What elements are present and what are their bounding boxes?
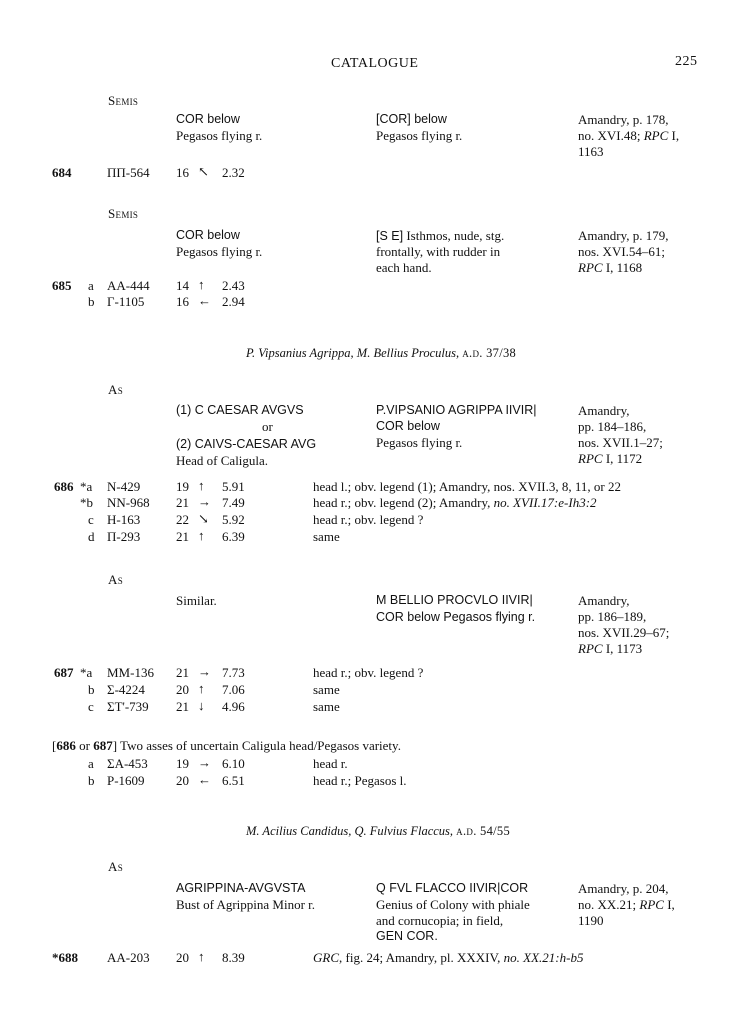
sub-letter: a xyxy=(88,278,94,293)
catalogue-number: 687 xyxy=(54,665,74,680)
reference-line: Amandry, xyxy=(578,403,630,418)
die-axis-arrow: → xyxy=(198,664,211,679)
coin-weight: 7.06 xyxy=(222,682,245,697)
die-axis-arrow: ↑ xyxy=(198,478,205,493)
reference-line: Amandry, p. 179, xyxy=(578,228,669,243)
reference-line: Amandry, xyxy=(578,593,630,608)
obverse-legend: AGRIPPINA-AVGVSTA xyxy=(176,881,306,895)
denomination-label: As xyxy=(108,572,123,587)
sub-letter: d xyxy=(88,529,95,544)
coin-weight: 2.94 xyxy=(222,294,245,309)
reverse-line: Genius of Colony with phiale xyxy=(376,897,530,912)
inventory-number: Σ-4224 xyxy=(107,682,145,697)
inventory-number: Γ-1105 xyxy=(107,294,145,309)
die-axis-arrow: ← xyxy=(198,293,211,308)
reference-line: 1190 xyxy=(578,913,604,928)
coin-size: 16 xyxy=(176,165,189,180)
inventory-number: N-429 xyxy=(107,479,141,494)
reverse-legend: [COR] below xyxy=(376,112,447,126)
running-head: CATALOGUE xyxy=(331,56,419,71)
reference-line: nos. XVII.29–67; xyxy=(578,625,670,640)
catalogue-number: 685 xyxy=(52,278,72,293)
die-axis-arrow: ↑ xyxy=(198,949,205,964)
catalogue-number: 686 xyxy=(54,479,74,494)
reference-line: RPC I, 1173 xyxy=(578,641,643,656)
coin-weight: 7.49 xyxy=(222,495,245,510)
reference-line: 1163 xyxy=(578,144,604,159)
obverse-legend: COR below xyxy=(176,228,240,242)
reference-line: RPC I, 1172 xyxy=(578,451,643,466)
sub-letter: a xyxy=(88,756,94,771)
reverse-line: each hand. xyxy=(376,260,432,275)
coin-weight: 6.51 xyxy=(222,773,245,788)
specimen-note: same xyxy=(313,682,340,697)
reference-line: Amandry, p. 178, xyxy=(578,112,669,127)
inventory-number: H-163 xyxy=(107,512,141,527)
obverse-legend: COR below xyxy=(176,112,240,126)
obverse-description: Bust of Agrippina Minor r. xyxy=(176,897,316,912)
coin-size: 21 xyxy=(176,495,189,510)
die-axis-arrow: ↑ xyxy=(198,528,205,543)
coin-weight: 5.91 xyxy=(222,479,245,494)
magistrates-heading: P. Vipsanius Agrippa, M. Bellius Proculus, a.d. 37/38 xyxy=(246,346,517,360)
obverse-description: Similar. xyxy=(176,593,217,608)
reverse-line: [S E] Isthmos, nude, stg. xyxy=(376,228,505,243)
reverse-description: Pegasos flying r. xyxy=(376,128,463,143)
reverse-description: COR below Pegasos flying r. xyxy=(376,610,536,624)
specimen-note: head r. xyxy=(313,756,348,771)
specimen-note: head r.; obv. legend (2); Amandry, no. XVII.17:e-Ih3:2 xyxy=(313,495,597,510)
inventory-number: ΣA-453 xyxy=(107,756,148,771)
reference-line: no. XVI.48; RPC I, xyxy=(578,128,680,143)
reference-line: pp. 186–189, xyxy=(578,609,647,624)
coin-weight: 5.92 xyxy=(222,512,245,527)
sub-letter: *a xyxy=(80,479,93,494)
inventory-number: AA-203 xyxy=(107,950,150,965)
catalogue-number: 684 xyxy=(52,165,72,180)
inventory-number: NN-968 xyxy=(107,495,150,510)
reverse-field-legend: GEN COR. xyxy=(376,929,438,943)
sub-letter: b xyxy=(88,682,95,697)
die-axis-arrow: ← xyxy=(198,772,211,787)
reference-line: no. XX.21; RPC I, xyxy=(578,897,675,912)
inventory-number: Π-293 xyxy=(107,529,141,544)
reference-line: pp. 184–186, xyxy=(578,419,647,434)
inventory-number: MM-136 xyxy=(107,665,154,680)
coin-size: 21 xyxy=(176,699,189,714)
coin-size: 20 xyxy=(176,773,189,788)
coin-weight: 6.10 xyxy=(222,756,245,771)
reference-line: Amandry, p. 204, xyxy=(578,881,669,896)
inventory-number: P-1609 xyxy=(107,773,145,788)
reverse-legend: Q FVL FLACCO IIVIR|COR xyxy=(376,881,529,895)
coin-size: 19 xyxy=(176,479,189,494)
inventory-number: AA-444 xyxy=(107,278,150,293)
coin-size: 14 xyxy=(176,278,189,293)
specimen-note: same xyxy=(313,529,340,544)
coin-size: 16 xyxy=(176,294,189,309)
specimen-note: same xyxy=(313,699,340,714)
die-axis-arrow: ↘ xyxy=(198,511,209,526)
obverse-description: Pegasos flying r. xyxy=(176,244,263,259)
sub-letter: c xyxy=(88,512,94,527)
coin-weight: 2.43 xyxy=(222,278,245,293)
reverse-legend: P.VIPSANIO AGRIPPA IIVIR| xyxy=(376,403,537,417)
catalogue-number: *688 xyxy=(52,950,78,965)
magistrates-heading: M. Acilius Candidus, Q. Fulvius Flaccus, a.d. 54/55 xyxy=(246,824,511,838)
specimen-note: GRC, fig. 24; Amandry, pl. XXXIV, no. XX.21:h-b5 xyxy=(313,950,584,965)
specimen-note: head r.; obv. legend ? xyxy=(313,512,424,527)
coin-weight: 6.39 xyxy=(222,529,245,544)
denomination-label: As xyxy=(108,859,123,874)
obverse-legend-1: (1) C CAESAR AVGVS xyxy=(176,403,304,417)
die-axis-arrow: ↖ xyxy=(198,164,209,179)
denomination-label: As xyxy=(108,382,123,397)
inventory-number: ΠΠ-564 xyxy=(107,165,150,180)
obverse-legend-2: (2) CAIVS-CAESAR AVG xyxy=(176,437,317,451)
sub-letter: *a xyxy=(80,665,93,680)
reverse-description: Pegasos flying r. xyxy=(376,435,463,450)
denomination-label: Semis xyxy=(108,93,139,108)
reverse-line: and cornucopia; in field, xyxy=(376,913,504,928)
coin-size: 21 xyxy=(176,665,189,680)
sub-letter: b xyxy=(88,773,95,788)
reverse-legend-2: COR below xyxy=(376,419,440,433)
coin-size: 20 xyxy=(176,950,189,965)
coin-weight: 4.96 xyxy=(222,699,245,714)
die-axis-arrow: ↓ xyxy=(198,698,205,713)
coin-size: 21 xyxy=(176,529,189,544)
coin-size: 22 xyxy=(176,512,189,527)
reference-line: RPC I, 1168 xyxy=(578,260,643,275)
reference-line: nos. XVI.54–61; xyxy=(578,244,666,259)
coin-size: 19 xyxy=(176,756,189,771)
page-number: 225 xyxy=(675,54,698,69)
specimen-note: head r.; obv. legend ? xyxy=(313,665,424,680)
obverse-description: Pegasos flying r. xyxy=(176,128,263,143)
inventory-number: ΣΤ'-739 xyxy=(107,699,149,714)
reference-line: nos. XVII.1–27; xyxy=(578,435,663,450)
sub-letter: c xyxy=(88,699,94,714)
sub-letter: *b xyxy=(80,495,93,510)
obverse-or: or xyxy=(262,419,273,434)
obverse-description: Head of Caligula. xyxy=(176,453,269,468)
reverse-line: frontally, with rudder in xyxy=(376,244,501,259)
die-axis-arrow: ↑ xyxy=(198,277,205,292)
die-axis-arrow: → xyxy=(198,494,211,509)
coin-weight: 7.73 xyxy=(222,665,245,680)
die-axis-arrow: → xyxy=(198,755,211,770)
die-axis-arrow: ↑ xyxy=(198,681,205,696)
specimen-note: head l.; obv. legend (1); Amandry, nos. XVII.3, 8, 11, or 22 xyxy=(313,479,621,494)
uncertain-group-heading: [686 or 687] Two asses of uncertain Caligula head/Pegasos variety. xyxy=(52,738,401,753)
coin-weight: 8.39 xyxy=(222,950,245,965)
sub-letter: b xyxy=(88,294,95,309)
specimen-note: head r.; Pegasos l. xyxy=(313,773,407,788)
reverse-legend: M BELLIO PROCVLO IIVIR| xyxy=(376,593,533,607)
coin-weight: 2.32 xyxy=(222,165,245,180)
coin-size: 20 xyxy=(176,682,189,697)
denomination-label: Semis xyxy=(108,206,139,221)
